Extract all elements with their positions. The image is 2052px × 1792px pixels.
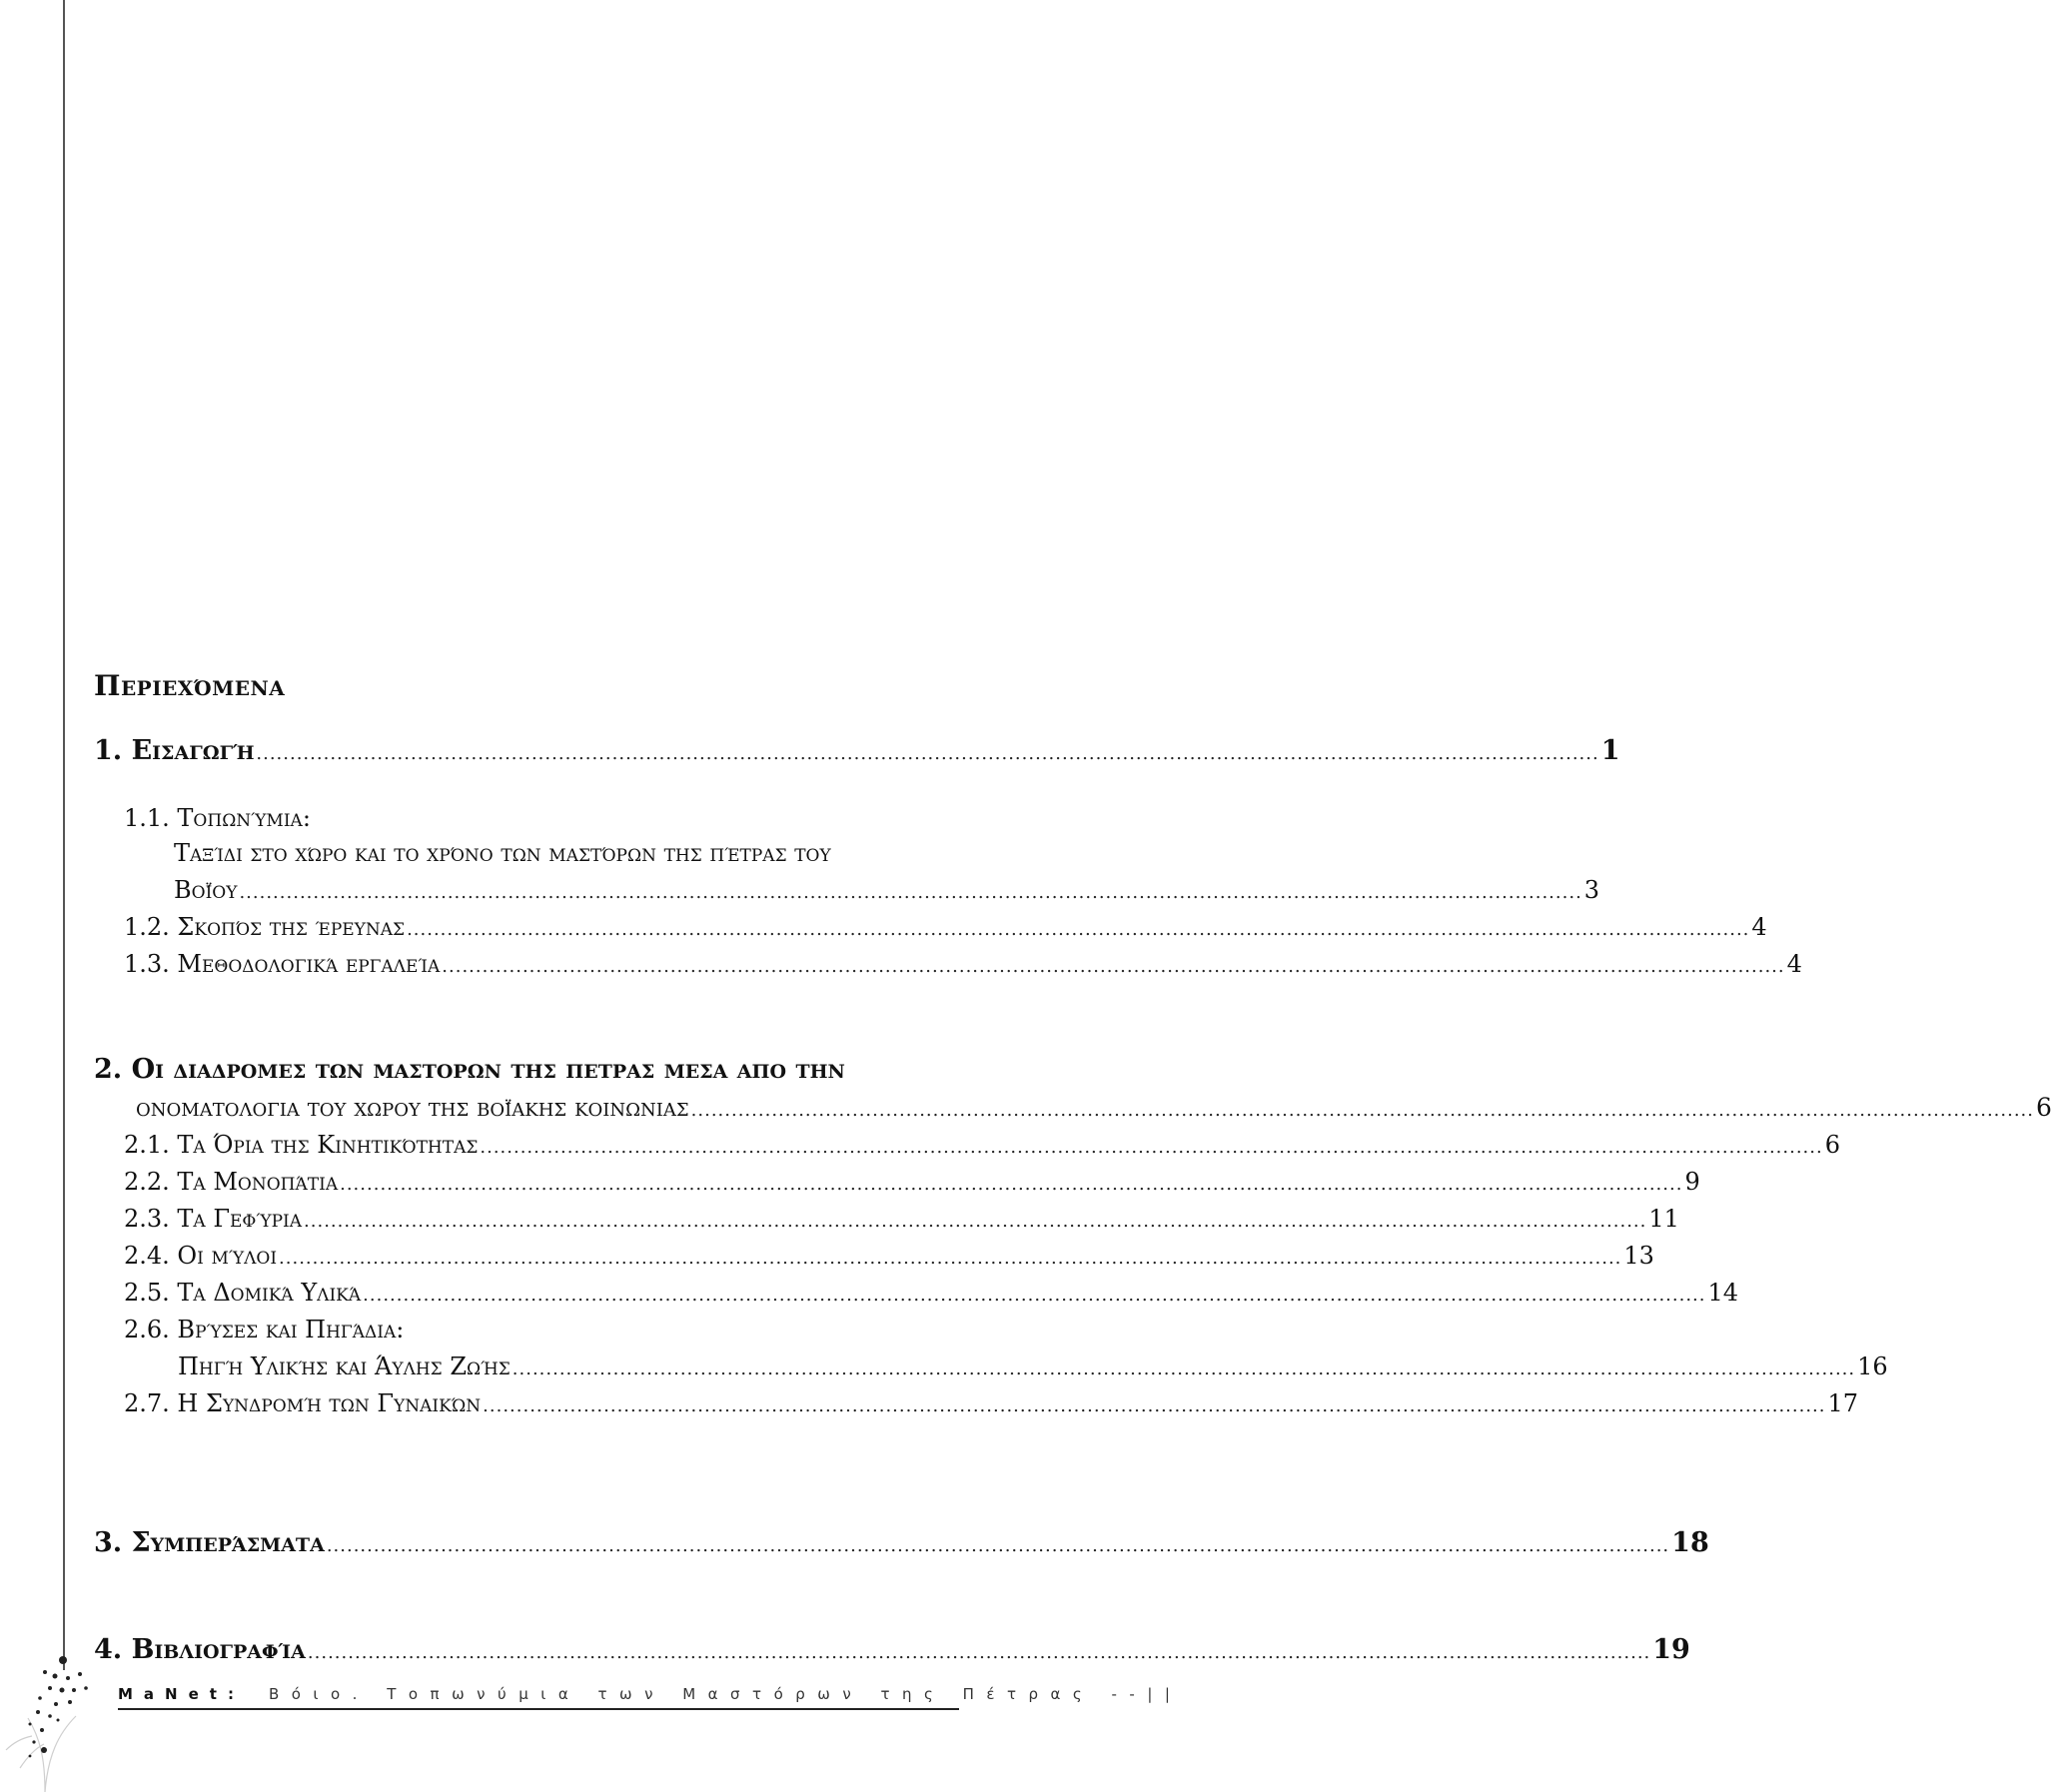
toc-entry-2-heading[interactable]	[94, 1055, 845, 1085]
leader-dots	[442, 952, 1784, 982]
footer-subtitle: Βόιο. Τοπωνύμια των Μαστόρων της Πέτρας --||	[268, 1685, 1183, 1703]
toc-entry-2-3[interactable]	[124, 1204, 1679, 1237]
toc-entry-label: 1.3. Μεθοδολογικά εργαλεία	[124, 950, 441, 978]
toc-entry-page: 9	[1684, 1168, 1700, 1196]
toc-entry-page: 14	[1707, 1279, 1739, 1307]
toc-entry-1[interactable]	[94, 735, 1620, 769]
toc-entry-label: 4. Βιβλιογραφία	[94, 1634, 306, 1665]
toc-entry-page: 6	[2036, 1093, 2052, 1122]
leader-dots	[407, 915, 1749, 945]
toc-entry-page: 18	[1671, 1527, 1709, 1558]
toc-entry-page: 4	[1751, 913, 1767, 941]
toc-entry-2-7[interactable]	[124, 1388, 1859, 1421]
toc-entry-label: 2.4. Οι μύλοι	[124, 1242, 278, 1270]
leader-dots	[513, 1354, 1855, 1384]
toc-entry-label: 2.7. Η Συνδρομή των Γυναικών	[124, 1389, 482, 1417]
leader-dots	[363, 1281, 1705, 1311]
toc-entry-label: 2.3. Τα Γεφύρια	[124, 1205, 303, 1233]
toc-entry-label: 1.1. Τοπωνύμια:	[124, 804, 311, 832]
toc-entry-4[interactable]	[94, 1634, 1690, 1668]
toc-entry-1-2[interactable]	[124, 912, 1767, 945]
toc-entry-2[interactable]	[136, 1093, 2052, 1126]
toc-entry-page: 13	[1623, 1242, 1654, 1270]
toc-entry-3[interactable]	[94, 1527, 1709, 1561]
toc-entry-label: 2.6. Βρύσες και Πηγάδια:	[124, 1316, 405, 1344]
toc-entry-2-5[interactable]	[124, 1278, 1739, 1311]
toc-entry-1-1[interactable]	[174, 875, 1600, 908]
leader-dots	[239, 878, 1581, 908]
toc-entry-label: Βοΐου	[174, 876, 238, 904]
toc-entry-label: 2.2. Τα Μονοπάτια	[124, 1168, 339, 1196]
toc-entry-2-4[interactable]	[124, 1241, 1654, 1274]
toc-entry-2-1[interactable]	[124, 1130, 1840, 1163]
leader-dots	[308, 1638, 1650, 1668]
toc-entry-label: 2. Οι διαδρομες των μαστορων της πετρας μεσα απο την	[94, 1054, 845, 1085]
footer-brand: MaNet:	[118, 1685, 245, 1703]
margin-rule	[63, 0, 65, 1670]
toc-entry-label: ονοματολογια του χωρου της βοΐακης κοινωνιας	[136, 1093, 689, 1122]
toc-entry-page: 3	[1583, 876, 1600, 904]
toc-entry-label: Ταξίδι στο χώρο και το χρόνο των μαστόρων της πέτρας του	[174, 839, 831, 867]
toc-entry-page: 6	[1824, 1131, 1840, 1159]
toc-entry-1-3[interactable]	[124, 949, 1802, 982]
leader-dots	[279, 1244, 1621, 1274]
toc-entry-label: 3. Συμπεράσματα	[94, 1527, 325, 1558]
leader-dots	[480, 1133, 1822, 1163]
toc-entry-label: 1.2. Σκοπός της έρευνας	[124, 913, 406, 941]
toc-entry-page: 4	[1786, 950, 1802, 978]
leader-dots	[483, 1391, 1825, 1421]
toc-entry-page: 17	[1827, 1389, 1859, 1417]
toc-entry-label: Πηγή Υλικής και Άυλης Ζωής	[178, 1352, 511, 1380]
toc-entry-label: 2.5. Τα Δομικά Υλικά	[124, 1279, 362, 1307]
toc-entry-page: 19	[1652, 1634, 1690, 1665]
leader-dots	[691, 1096, 2034, 1126]
leader-dots	[327, 1531, 1669, 1561]
leader-dots	[256, 739, 1598, 769]
toc-entry-1-1-subtitle[interactable]	[174, 838, 831, 868]
leader-dots	[304, 1207, 1646, 1237]
toc-title: Περιεχόμενα	[94, 669, 286, 702]
toc-entry-2-6-heading[interactable]	[124, 1315, 404, 1344]
toc-entry-label: 2.1. Τα Όρια της Κινητικότητας	[124, 1131, 479, 1159]
toc-entry-page: 16	[1857, 1352, 1888, 1380]
dotted-tree-logo-icon	[0, 1638, 120, 1792]
toc-entry-label: 1. Εισαγωγή	[94, 735, 255, 766]
toc-entry-page: 11	[1648, 1205, 1679, 1233]
toc-entry-page: 1	[1600, 735, 1620, 766]
toc-entry-2-6[interactable]	[178, 1351, 1888, 1384]
page-footer	[118, 1680, 1183, 1710]
leader-dots	[340, 1170, 1682, 1200]
toc-entry-2-2[interactable]	[124, 1167, 1700, 1200]
toc-entry-1-1-heading[interactable]	[124, 803, 311, 833]
